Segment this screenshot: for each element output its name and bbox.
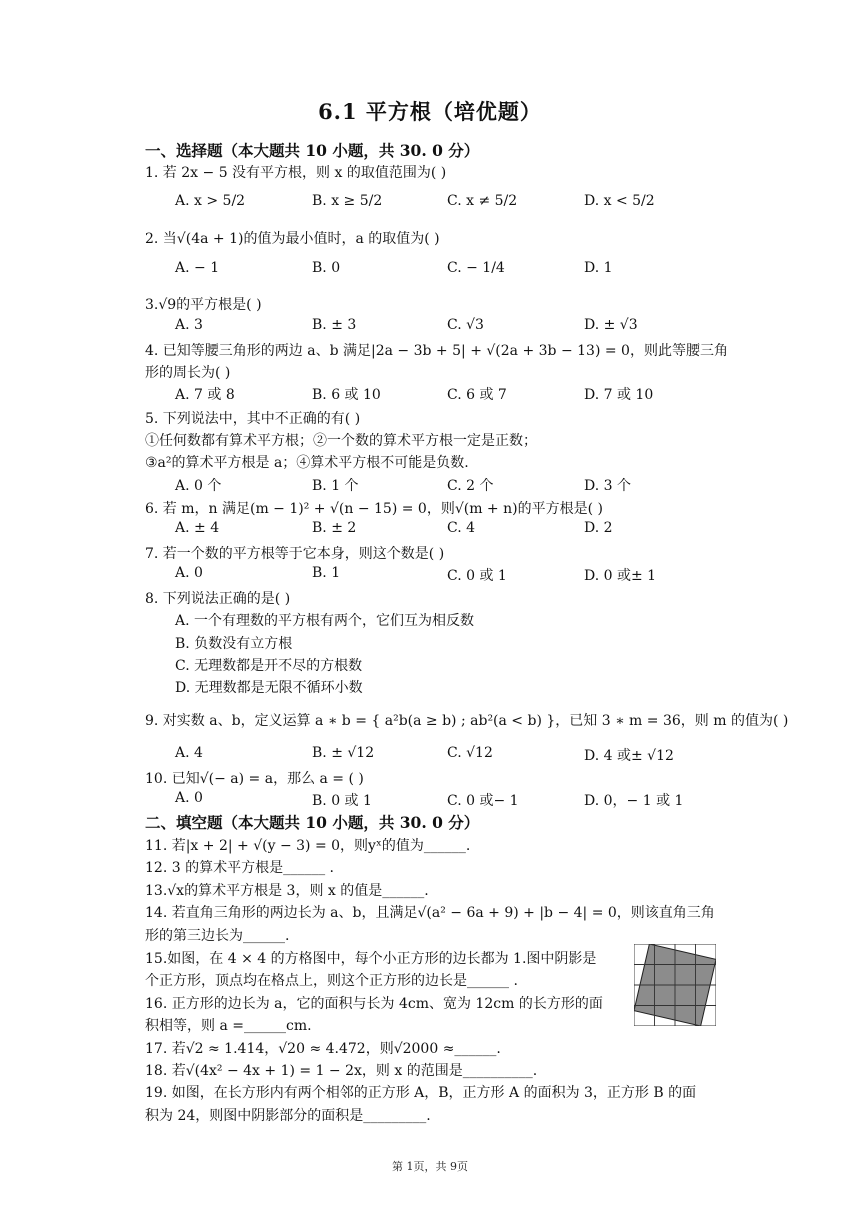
question-6-options [175, 520, 735, 540]
question-4-stem: 4. 已知等腰三角形的两边 a、b 满足|2a − 3b + 5| + √(2a + 3b − 13) = 0，则此等腰三角 [145, 343, 728, 359]
option-c: C. x ≠ 5/2 [447, 193, 518, 209]
question-8-option-a: A. 一个有理数的平方根有两个，它们互为相反数 [175, 613, 475, 629]
question-8-stem: 8. 下列说法正确的是( ) [145, 591, 291, 607]
question-7-stem: 7. 若一个数的平方根等于它本身，则这个数是( ) [145, 546, 445, 562]
option-a: A. 0 [175, 790, 203, 806]
section-heading-fill: 二、填空题（本大题共 10 小题，共 30. 0 分） [145, 813, 480, 832]
option-c: C. 6 或 7 [447, 387, 507, 403]
option-a: A. x > 5/2 [175, 193, 246, 209]
question-8-option-c: C. 无理数都是开不尽的方根数 [175, 658, 363, 674]
question-10-options [175, 790, 735, 810]
question-1-options [175, 193, 735, 213]
question-9-options [175, 745, 735, 765]
question-19-cont: 积为 24，则图中阴影部分的面积是_________. [145, 1108, 431, 1124]
option-d: D. 4 或± √12 [584, 748, 674, 764]
question-18: 18. 若√(4x² − 4x + 1) = 1 − 2x，则 x 的范围是__________. [145, 1063, 538, 1079]
question-16: 16. 正方形的边长为 a，它的面积与长为 4cm、宽为 12cm 的长方形的面 [145, 996, 603, 1012]
question-17: 17. 若√2 ≈ 1.414，√20 ≈ 4.472，则√2000 ≈______. [145, 1041, 501, 1057]
question-9-stem: 9. 对实数 a、b，定义运算 a ∗ b = { a²b(a ≥ b) ; ab²(a < b) }，已知 3 ∗ m = 36，则 m 的值为( ) [145, 713, 789, 729]
question-12: 12. 3 的算术平方根是______ . [145, 860, 334, 876]
question-3-stem: 3.√9的平方根是( ) [145, 297, 262, 313]
question-8-option-d: D. 无理数都是无限不循环小数 [175, 680, 363, 696]
option-b: B. 1 [312, 565, 341, 581]
question-15: 15.如图，在 4 × 4 的方格图中，每个小正方形的边长都为 1.图中阴影是 [145, 951, 597, 967]
option-d: D. 0，− 1 或 1 [584, 793, 684, 809]
option-b: B. 1 个 [312, 478, 359, 494]
question-5-stem: 5. 下列说法中，其中不正确的有( ) [145, 411, 361, 427]
question-14-cont: 形的第三边长为______. [145, 928, 290, 944]
option-a: A. 0 [175, 565, 203, 581]
option-a: A. ± 4 [175, 520, 220, 536]
question-16-cont: 积相等，则 a =______cm. [145, 1018, 312, 1034]
section-heading-choice: 一、选择题（本大题共 10 小题，共 30. 0 分） [145, 141, 480, 160]
option-d: D. 0 或± 1 [584, 568, 657, 584]
question-5-statement-1: ①任何数都有算术平方根；②一个数的算术平方根一定是正数； [145, 433, 537, 449]
question-13: 13.√x的算术平方根是 3，则 x 的值是______. [145, 883, 429, 899]
option-b: B. 6 或 10 [312, 387, 381, 403]
option-b: B. ± 2 [312, 520, 357, 536]
question-4-stem-cont: 形的周长为( ) [145, 365, 231, 381]
option-a: A. − 1 [175, 260, 220, 276]
option-b: B. ± √12 [312, 745, 375, 761]
question-2-options [175, 260, 735, 280]
question-6-stem: 6. 若 m，n 满足(m − 1)² + √(n − 15) = 0，则√(m + n)的平方根是( ) [145, 501, 603, 517]
question-3-options [175, 317, 735, 337]
option-c: C. 0 或− 1 [447, 793, 519, 809]
question-5-statement-2: ③a²的算术平方根是 a；④算术平方根不可能是负数. [145, 455, 469, 471]
option-c: C. 4 [447, 520, 476, 536]
option-a: A. 7 或 8 [175, 387, 235, 403]
grid-square-figure [634, 944, 716, 1026]
option-d: D. 3 个 [584, 478, 631, 494]
option-d: D. ± √3 [584, 317, 638, 333]
question-10-stem: 10. 已知√(− a) = a，那么 a = ( ) [145, 771, 364, 787]
option-c: C. √12 [447, 745, 493, 761]
question-15-cont: 个正方形，顶点均在格点上，则这个正方形的边长是______ . [145, 973, 518, 989]
option-d: D. x < 5/2 [584, 193, 655, 209]
question-7-options [175, 565, 735, 585]
option-b: B. 0 或 1 [312, 793, 372, 809]
option-d: D. 7 或 10 [584, 387, 654, 403]
option-b: B. x ≥ 5/2 [312, 193, 383, 209]
option-d: D. 2 [584, 520, 613, 536]
option-b: B. ± 3 [312, 317, 357, 333]
option-d: D. 1 [584, 260, 613, 276]
page-title: 6.1 平方根（培优题） [318, 99, 542, 124]
option-a: A. 0 个 [175, 478, 222, 494]
option-c: C. √3 [447, 317, 484, 333]
question-11: 11. 若|x + 2| + √(y − 3) = 0，则yˣ的值为______. [145, 838, 471, 854]
option-c: C. 0 或 1 [447, 568, 507, 584]
question-5-options [175, 475, 735, 495]
option-b: B. 0 [312, 260, 341, 276]
option-a: A. 3 [175, 317, 203, 333]
question-19: 19. 如图，在长方形内有两个相邻的正方形 A，B，正方形 A 的面积为 3，正方形 B 的面 [145, 1085, 697, 1101]
question-8-option-b: B. 负数没有立方根 [175, 636, 293, 652]
option-a: A. 4 [175, 745, 203, 761]
option-c: C. 2 个 [447, 478, 494, 494]
page-footer: 第 1页，共 9页 [392, 1160, 468, 1173]
question-2-stem: 2. 当√(4a + 1)的值为最小值时，a 的取值为( ) [145, 231, 440, 247]
option-c: C. − 1/4 [447, 260, 505, 276]
question-14: 14. 若直角三角形的两边长为 a、b，且满足√(a² − 6a + 9) + |b − 4| = 0，则该直角三角 [145, 905, 715, 921]
question-4-options [175, 384, 735, 404]
question-1-stem: 1. 若 2x − 5 没有平方根，则 x 的取值范围为( ) [145, 165, 447, 181]
